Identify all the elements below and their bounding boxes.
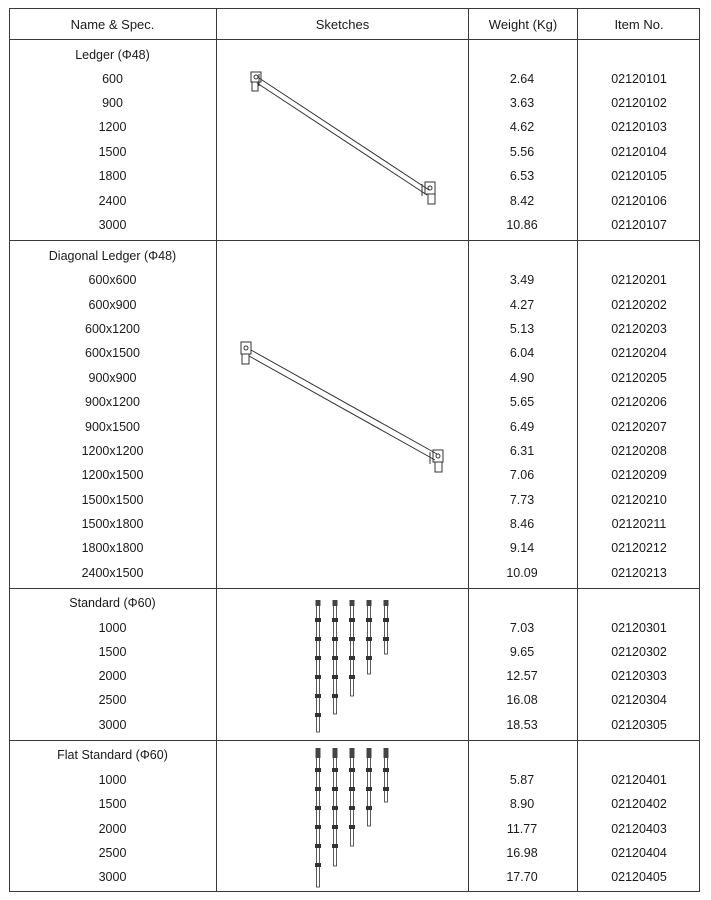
weight-cell: 6.04 xyxy=(509,346,535,360)
weight-cell: 6.53 xyxy=(509,169,535,183)
spec-cell: 1800x1800 xyxy=(81,541,144,555)
item-no-cell: 02120210 xyxy=(611,493,667,507)
weight-cell: 9.65 xyxy=(509,645,535,659)
spec-cell: 2500 xyxy=(98,846,127,860)
item-no-cell: 02120405 xyxy=(611,870,667,884)
item-no-cell: 02120105 xyxy=(611,169,667,183)
header-weight: Weight (Kg) xyxy=(488,16,558,32)
spec-cell: 1500 xyxy=(98,645,127,659)
weight-cell: 18.53 xyxy=(506,718,538,732)
item-no-cell: 02120204 xyxy=(611,346,667,360)
standard-post xyxy=(332,600,338,714)
weight-cell: 17.70 xyxy=(506,870,538,884)
weight-cell: 8.46 xyxy=(509,517,535,531)
spec-cell: 1500x1500 xyxy=(81,493,144,507)
section-title: Flat Standard (Φ60) xyxy=(57,748,168,762)
section-divider xyxy=(9,240,700,241)
standard-post xyxy=(349,600,355,696)
spec-cell: 1200x1200 xyxy=(81,444,144,458)
spec-cell: 2000 xyxy=(98,822,127,836)
weight-cell: 6.31 xyxy=(509,444,535,458)
standard-post xyxy=(315,748,321,887)
spec-table xyxy=(9,8,700,892)
item-no-cell: 02120106 xyxy=(611,194,667,208)
item-no-cell: 02120211 xyxy=(611,517,667,531)
weight-cell: 5.13 xyxy=(509,322,535,336)
standard-post xyxy=(366,600,372,674)
item-no-cell: 02120403 xyxy=(611,822,667,836)
weight-cell: 7.03 xyxy=(509,621,535,635)
item-no-cell: 02120401 xyxy=(611,773,667,787)
section-divider xyxy=(9,588,700,589)
item-no-cell: 02120209 xyxy=(611,468,667,482)
weight-cell: 4.27 xyxy=(509,298,535,312)
spec-cell: 600 xyxy=(102,72,123,86)
item-no-cell: 02120205 xyxy=(611,371,667,385)
spec-cell: 2500 xyxy=(98,693,127,707)
standard-post xyxy=(315,600,321,732)
spec-cell: 900x1500 xyxy=(85,420,140,434)
standard-post xyxy=(366,748,372,826)
item-no-cell: 02120107 xyxy=(611,218,667,232)
weight-cell: 7.73 xyxy=(509,493,535,507)
weight-cell: 7.06 xyxy=(509,468,535,482)
spec-cell: 3000 xyxy=(98,218,127,232)
diagonal-ledger-sketch-icon xyxy=(237,338,452,478)
header-sketches: Sketches xyxy=(315,16,370,32)
weight-cell: 10.09 xyxy=(506,566,538,580)
column-divider xyxy=(216,8,217,892)
item-no-cell: 02120104 xyxy=(611,145,667,159)
section-title: Ledger (Φ48) xyxy=(75,48,150,62)
weight-cell: 9.14 xyxy=(509,541,535,555)
spec-cell: 600x600 xyxy=(88,273,137,287)
item-no-cell: 02120213 xyxy=(611,566,667,580)
weight-cell: 2.64 xyxy=(509,72,535,86)
item-no-cell: 02120305 xyxy=(611,718,667,732)
standard-sketch-icon xyxy=(297,596,387,738)
weight-cell: 4.90 xyxy=(509,371,535,385)
spec-cell: 1500 xyxy=(98,797,127,811)
item-no-cell: 02120101 xyxy=(611,72,667,86)
section-title: Standard (Φ60) xyxy=(69,596,156,610)
item-no-cell: 02120202 xyxy=(611,298,667,312)
spec-cell: 900x900 xyxy=(88,371,137,385)
standard-post xyxy=(383,748,389,802)
weight-cell: 12.57 xyxy=(506,669,538,683)
item-no-cell: 02120404 xyxy=(611,846,667,860)
spec-cell: 3000 xyxy=(98,718,127,732)
weight-cell: 3.49 xyxy=(509,273,535,287)
standard-post xyxy=(349,748,355,846)
weight-cell: 16.98 xyxy=(506,846,538,860)
spec-cell: 900 xyxy=(102,96,123,110)
spec-cell: 1500x1800 xyxy=(81,517,144,531)
spec-cell: 1500 xyxy=(98,145,127,159)
standard-post xyxy=(332,748,338,866)
item-no-cell: 02120201 xyxy=(611,273,667,287)
weight-cell: 8.42 xyxy=(509,194,535,208)
item-no-cell: 02120103 xyxy=(611,120,667,134)
item-no-cell: 02120402 xyxy=(611,797,667,811)
spec-cell: 2400 xyxy=(98,194,127,208)
weight-cell: 5.65 xyxy=(509,395,535,409)
item-no-cell: 02120302 xyxy=(611,645,667,659)
spec-cell: 1800 xyxy=(98,169,127,183)
item-no-cell: 02120208 xyxy=(611,444,667,458)
spec-cell: 3000 xyxy=(98,870,127,884)
spec-cell: 1200x1500 xyxy=(81,468,144,482)
weight-cell: 16.08 xyxy=(506,693,538,707)
weight-cell: 11.77 xyxy=(506,822,538,836)
weight-cell: 10.86 xyxy=(506,218,538,232)
standard-post xyxy=(383,600,389,654)
item-no-cell: 02120301 xyxy=(611,621,667,635)
header-name-spec: Name & Spec. xyxy=(70,16,155,32)
spec-cell: 900x1200 xyxy=(85,395,140,409)
weight-cell: 3.63 xyxy=(509,96,535,110)
section-divider xyxy=(9,740,700,741)
spec-cell: 1000 xyxy=(98,773,127,787)
ledger-sketch-icon xyxy=(245,66,445,216)
item-no-cell: 02120303 xyxy=(611,669,667,683)
header-item-no: Item No. xyxy=(614,16,664,32)
spec-cell: 2400x1500 xyxy=(81,566,144,580)
spec-cell: 1000 xyxy=(98,621,127,635)
weight-cell: 5.56 xyxy=(509,145,535,159)
spec-cell: 1200 xyxy=(98,120,127,134)
weight-cell: 5.87 xyxy=(509,773,535,787)
section-title: Diagonal Ledger (Φ48) xyxy=(48,249,177,263)
item-no-cell: 02120102 xyxy=(611,96,667,110)
item-no-cell: 02120212 xyxy=(611,541,667,555)
spec-cell: 600x1500 xyxy=(85,346,140,360)
table-border-bottom xyxy=(9,891,700,892)
spec-cell: 600x900 xyxy=(88,298,137,312)
weight-cell: 8.90 xyxy=(509,797,535,811)
item-no-cell: 02120203 xyxy=(611,322,667,336)
spec-cell: 2000 xyxy=(98,669,127,683)
spec-cell: 600x1200 xyxy=(85,322,140,336)
item-no-cell: 02120304 xyxy=(611,693,667,707)
weight-cell: 6.49 xyxy=(509,420,535,434)
flat-standard-sketch-icon xyxy=(297,746,387,890)
weight-cell: 4.62 xyxy=(509,120,535,134)
item-no-cell: 02120207 xyxy=(611,420,667,434)
item-no-cell: 02120206 xyxy=(611,395,667,409)
